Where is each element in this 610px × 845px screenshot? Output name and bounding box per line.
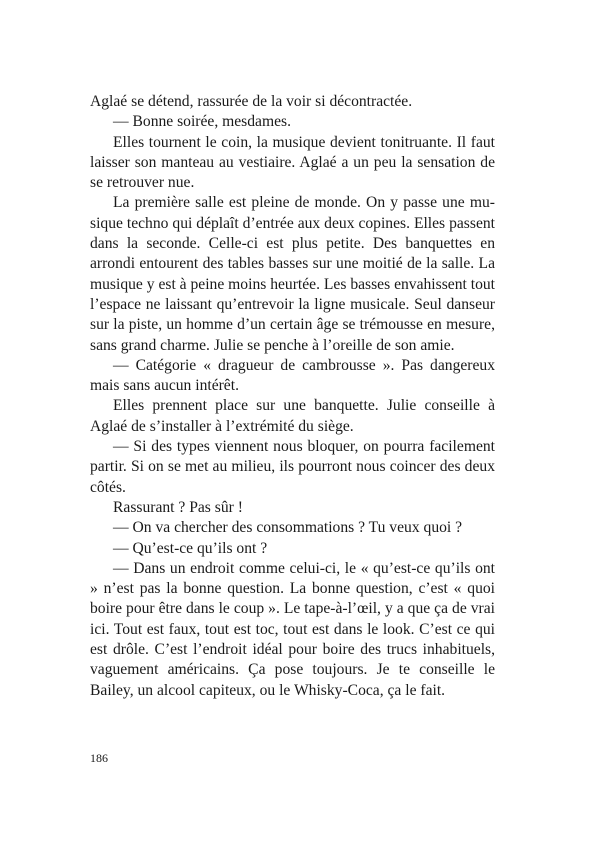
- paragraph: La première salle est pleine de monde. On y passe une musique techno qui déplaît d’entrée aux deux copines. Elles passent dans la seconde. Celle-ci est plus petite. Des banquettes en arrondi entourent des tables basses sur une moitié de la salle. La musique y est à peine moins heurtée. Les basses envahissent tout l’espace ne laissant qu’entrevoir la ligne musicale. Seul danseur sur la piste, un homme d’un certain âge se trémousse en mesure, sans grand charme. Julie se penche à l’oreille de son amie.: [90, 194, 495, 354]
- paragraph: — On va chercher des consommations ? Tu veux quoi ?: [113, 519, 463, 537]
- paragraph: Elles tournent le coin, la musique devient tonitruante. Il faut laisser son manteau au vestiaire. Aglaé a un peu la sensation de se retrouver nue.: [90, 133, 495, 192]
- paragraph: — Bonne soirée, mesdames.: [113, 113, 291, 131]
- paragraph: — Si des types viennent nous bloquer, on pourra facilement partir. Si on se met au milieu, ils pourront nous coincer des deux côtés.: [90, 438, 495, 496]
- page-number: 186: [90, 751, 108, 765]
- paragraph: Elles prennent place sur une banquette. Julie conseille à Aglaé de s’installer à l’extrémité du siège.: [90, 397, 495, 435]
- body-text: [90, 92, 495, 701]
- paragraph: — Qu’est-ce qu’ils ont ?: [113, 539, 268, 557]
- paragraph: — Catégorie « dragueur de cambrousse ». Pas dangereux mais sans aucun intérêt.: [90, 356, 495, 395]
- paragraph: — Dans un endroit comme celui-ci, le « qu’est-ce qu’ils ont » n’est pas la bonne question. La bonne question, c’est « quoi boire pour être dans le coup ». Le tape-à-l’œil, y a que ça de vrai ici. Tout est faux, tout est toc, tout est dans le look. C’est ce qui est drôle. C’est l’endroit idéal pour boire des trucs inhabituels, vaguement américains. Ça pose toujours. Je te conseille le Bailey, un alcool capiteux, ou le Whisky-Coca, ça le fait.: [90, 559, 495, 699]
- paragraph: Aglaé se détend, rassurée de la voir si décontractée.: [90, 93, 413, 110]
- paragraph: Rassurant ? Pas sûr !: [113, 498, 243, 516]
